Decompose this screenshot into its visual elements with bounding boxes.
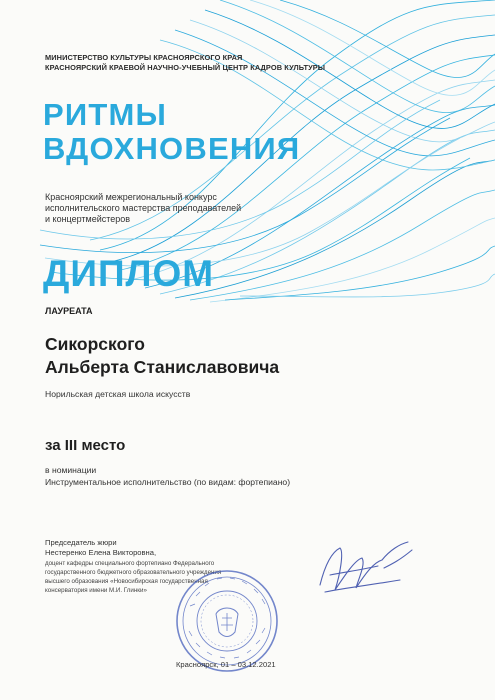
jury-chair-position-2: государственного бюджетного образовательного учреждения bbox=[45, 569, 222, 576]
laureate-label: ЛАУРЕАТА bbox=[45, 306, 93, 316]
jury-chair-signature bbox=[300, 530, 420, 605]
training-center-name: КРАСНОЯРСКИЙ КРАЕВОЙ НАУЧНО-УЧЕБНЫЙ ЦЕНТР КАДРОВ КУЛЬТУРЫ bbox=[45, 63, 326, 72]
jury-chair-title: Председатель жюри bbox=[45, 538, 117, 547]
contest-title-line-2: ВДОХНОВЕНИЯ bbox=[43, 131, 301, 166]
recipient-given-names: Альберта Станиславовича bbox=[45, 357, 280, 377]
issue-place-and-date: Красноярск, 01 – 03.12.2021 bbox=[176, 660, 276, 669]
nomination-label: в номинации bbox=[45, 465, 97, 475]
recipient-school: Норильская детская школа искусств bbox=[45, 389, 191, 399]
jury-chair-position-1: доцент кафедры специального фортепиано Федерального bbox=[45, 560, 215, 567]
ministry-name: МИНИСТЕРСТВО КУЛЬТУРЫ КРАСНОЯРСКОГО КРАЯ bbox=[45, 53, 243, 62]
recipient-surname: Сикорского bbox=[45, 334, 146, 354]
contest-description-line-3: и концертмейстеров bbox=[45, 214, 131, 224]
contest-title-line-1: РИТМЫ bbox=[43, 97, 168, 132]
nomination-name: Инструментальное исполнительство (по видам: фортепиано) bbox=[45, 477, 291, 487]
jury-chair-position-3: высшего образования «Новосибирская государственная bbox=[45, 578, 208, 585]
jury-chair-name: Нестеренко Елена Викторовна, bbox=[45, 548, 157, 557]
award-place: за III место bbox=[45, 437, 126, 454]
diploma-heading: ДИПЛОМ bbox=[43, 253, 215, 294]
contest-description-line-1: Красноярский межрегиональный конкурс bbox=[45, 192, 217, 202]
jury-chair-position-4: консерватория имени М.И. Глинки» bbox=[45, 587, 147, 594]
contest-description-line-2: исполнительского мастерства преподавателей bbox=[45, 203, 242, 213]
